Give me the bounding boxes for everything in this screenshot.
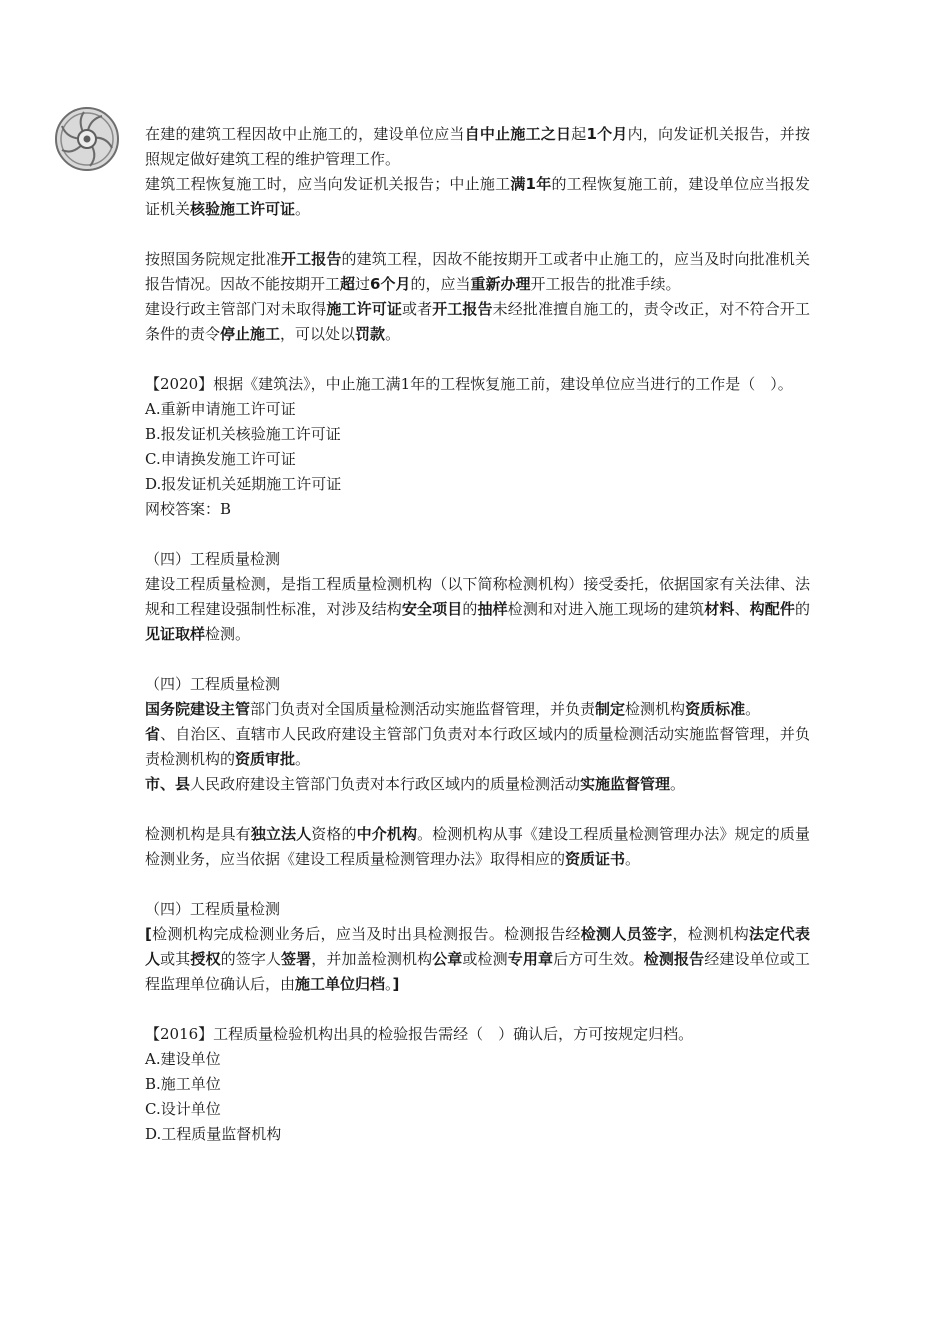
text-run: 。检测机构从事《建设工程质量检测管理办法》规定的质量检测业务，应当依据《建设工程质量检测管理办法》取得相应的 <box>145 825 810 868</box>
bold-text: 资质标准 <box>685 700 746 718</box>
paragraph <box>145 1122 810 1147</box>
text-run: 的签字人 <box>220 950 282 968</box>
paragraph <box>145 447 810 472</box>
text-run: 起 <box>571 125 587 143</box>
bold-text: 停止施工 <box>220 325 281 343</box>
paragraph <box>145 897 810 922</box>
text-run: 的 <box>462 600 478 618</box>
bold-text: 核验施工许可证 <box>190 200 296 218</box>
bold-text: 罚款 <box>355 325 386 343</box>
text-run: 的 <box>794 600 810 618</box>
text-run: 【2020】根据《建筑法》，中止施工满1年的工程恢复施工前，建设单位应当进行的工作是（ ）。 <box>145 375 793 393</box>
text-run: 建筑工程恢复施工时，应当向发证机关报告；中止施工 <box>145 175 511 193</box>
text-run: （四）工程质量检测 <box>145 550 281 568</box>
text-run: 按照国务院规定批准 <box>145 250 282 268</box>
bold-text: 中介机构 <box>356 825 418 843</box>
bold-text: 公章 <box>432 950 463 968</box>
bold-text: 构配件 <box>749 600 795 618</box>
text-run: 人民政府建设主管部门负责对本行政区域内的质量检测活动 <box>190 775 581 793</box>
text-run: 。 <box>295 750 311 768</box>
text-run: 【2016】工程质量检验机构出具的检验报告需经（ ）确认后，方可按规定归档。 <box>145 1025 694 1043</box>
document-body <box>145 122 810 1147</box>
paragraph <box>145 1022 810 1047</box>
text-run: 部门负责对全国质量检测活动实施监督管理，并负责 <box>250 700 596 718</box>
bold-text: 开工报告 <box>281 250 342 268</box>
text-run: 的，应当 <box>410 275 471 293</box>
paragraph <box>145 247 810 297</box>
paragraph <box>145 922 810 997</box>
text-run: D.报发证机关延期施工许可证 <box>145 475 342 493</box>
text-run: 检测机构是具有 <box>145 825 251 843</box>
paragraph <box>145 422 810 447</box>
bold-text: 见证取样 <box>145 625 206 643</box>
bold-text: 重新办理 <box>470 275 531 293</box>
bold-text: 检测人员签字 <box>580 925 673 943</box>
paragraph-spacer <box>145 222 810 247</box>
text-run: （四）工程质量检测 <box>145 675 281 693</box>
text-run: 或检测 <box>462 950 508 968</box>
bold-text: 资质审批 <box>235 750 296 768</box>
bold-text: 市、县 <box>145 775 191 793</box>
paragraph-spacer <box>145 522 810 547</box>
text-run: 内，向发证机关报告，并按照规定做好建筑工程的维护管理工作。 <box>145 125 810 168</box>
bold-text: 安全项目 <box>401 600 463 618</box>
paragraph <box>145 172 810 222</box>
text-run: 检测机构完成检测业务后，应当及时出具检测报告。检测报告经 <box>151 925 581 943</box>
bold-text: 制定 <box>595 700 626 718</box>
paragraph-spacer <box>145 997 810 1022</box>
paragraph <box>145 572 810 647</box>
text-run: C.设计单位 <box>145 1100 221 1118</box>
bold-text: [ <box>145 925 152 943</box>
paragraph <box>145 397 810 422</box>
paragraph <box>145 122 810 172</box>
bold-text: 超 <box>340 275 356 293</box>
bold-text: 实施监督管理 <box>580 775 671 793</box>
text-run: 后方可生效。 <box>553 950 644 968</box>
paragraph <box>145 672 810 697</box>
text-run: 未经批准擅自施工的，责令改正，对不符合开工条件的责令 <box>145 300 810 343</box>
bold-text: 授权 <box>190 950 221 968</box>
bold-text: 施工许可证 <box>326 300 402 318</box>
bold-text: 国务院建设主管 <box>145 700 251 718</box>
text-run: B.报发证机关核验施工许可证 <box>145 425 341 443</box>
text-run: 经建设单位或工程监理单位确认后，由 <box>145 950 810 993</box>
bold-text: 专用章 <box>507 950 554 968</box>
text-run: 、 <box>734 600 750 618</box>
text-run: 建设行政主管部门对未取得 <box>145 300 327 318</box>
bold-text: 开工报告 <box>432 300 493 318</box>
text-run: A.重新申请施工许可证 <box>145 400 296 418</box>
text-run: 的建筑工程，因故不能按期开工或者中止施工的，应当及时向批准机关报告情况。因故不能按期开工 <box>145 250 810 293</box>
bold-text: 省 <box>145 725 161 743</box>
paragraph <box>145 1047 810 1072</box>
paragraph <box>145 372 810 397</box>
text-run: 。 <box>670 775 686 793</box>
text-run: C.申请换发施工许可证 <box>145 450 296 468</box>
bold-text: ] <box>392 975 400 993</box>
paragraph <box>145 722 810 772</box>
text-run: 网校答案：B <box>145 500 232 518</box>
text-run: ，并加盖检测机构 <box>311 950 433 968</box>
paragraph <box>145 772 810 797</box>
text-run: ，可以处以 <box>280 325 356 343</box>
bold-text: 资质证书 <box>565 850 626 868</box>
paragraph <box>145 697 810 722</box>
text-run: （四）工程质量检测 <box>145 900 281 918</box>
paragraph-spacer <box>145 347 810 372</box>
bold-text: 检测报告 <box>643 950 705 968</box>
text-run: 。 <box>295 200 311 218</box>
text-run: 或者 <box>401 300 433 318</box>
paragraph-spacer <box>145 797 810 822</box>
text-run: 。 <box>385 325 401 343</box>
bold-text: 6个月 <box>370 275 411 293</box>
bold-text: 法定代表人 <box>145 925 810 968</box>
text-run: 的工程恢复施工前，建设单位应当报发证机关 <box>145 175 810 218</box>
bold-text: 材料 <box>704 600 735 618</box>
bold-text: 自中止施工之日 <box>464 125 572 143</box>
bold-text: 抽样 <box>477 600 508 618</box>
paragraph <box>145 1072 810 1097</box>
paragraph <box>145 497 810 522</box>
text-run: 检测机构 <box>625 700 686 718</box>
text-run: 或其 <box>160 950 191 968</box>
text-run: 。 <box>625 850 641 868</box>
text-run: 资格的 <box>311 825 357 843</box>
bold-text: 签署 <box>281 950 312 968</box>
text-run: 在建的建筑工程因故中止施工的，建设单位应当 <box>145 125 465 143</box>
text-run: ，检测机构 <box>672 925 750 943</box>
text-run: 建设工程质量检测，是指工程质量检测机构（以下简称检测机构）接受委托，依据国家有关法律、法规和工程建设强制性标准，对涉及结构 <box>145 575 810 618</box>
text-run: 、自治区、直辖市人民政府建设主管部门负责对本行政区域内的质量检测活动实施监督管理，并负责检测机构的 <box>145 725 810 768</box>
paragraph <box>145 472 810 497</box>
text-run: 过 <box>355 275 371 293</box>
bold-text: 1个月 <box>586 125 628 143</box>
paragraph-spacer <box>145 872 810 897</box>
paragraph <box>145 1097 810 1122</box>
paragraph <box>145 547 810 572</box>
bold-text: 独立法人 <box>250 825 312 843</box>
spiral-logo-icon <box>54 106 120 172</box>
text-run: B.施工单位 <box>145 1075 221 1093</box>
text-run: 检测。 <box>205 625 251 643</box>
bold-text: 施工单位归档 <box>295 975 386 993</box>
bold-text: 满1年 <box>510 175 552 193</box>
text-run: 检测和对进入施工现场的建筑 <box>507 600 705 618</box>
text-run: 。 <box>745 700 761 718</box>
paragraph-spacer <box>145 647 810 672</box>
paragraph <box>145 297 810 347</box>
paragraph <box>145 822 810 872</box>
text-run: 开工报告的批准手续。 <box>530 275 681 293</box>
text-run: 。 <box>385 975 393 993</box>
text-run: A.建设单位 <box>145 1050 221 1068</box>
text-run: D.工程质量监督机构 <box>145 1125 282 1143</box>
